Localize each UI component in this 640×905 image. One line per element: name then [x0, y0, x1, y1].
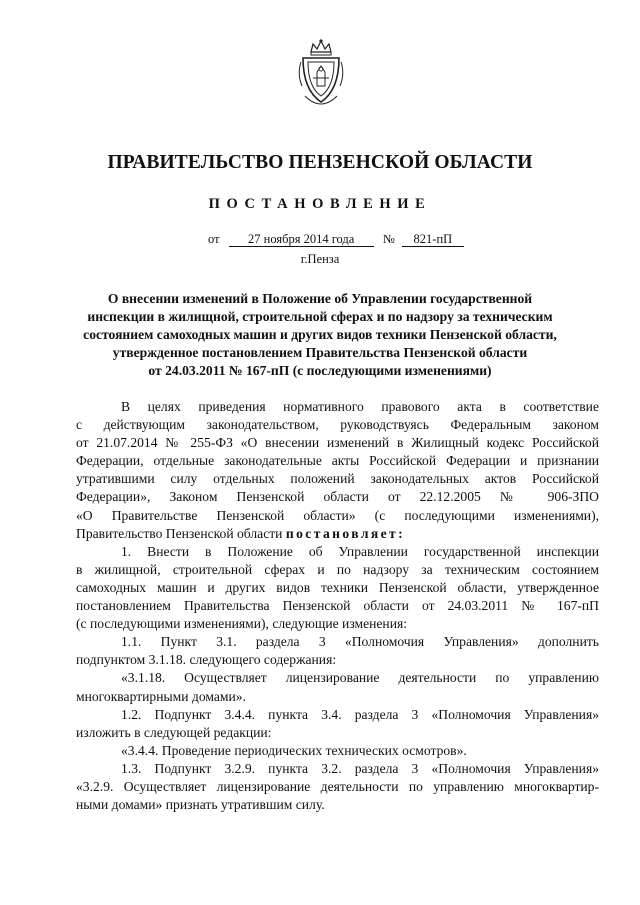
quote-3-4-4	[76, 742, 599, 760]
resolves-prefix: Правительство Пензенской области	[76, 525, 286, 541]
resolves-word: постановляет:	[285, 525, 406, 541]
subject-line: утвержденное постановлением Правительства Пензенской области	[112, 345, 528, 360]
text-line: Федерации, отдельные законодательные акты Российской Федерации и признании	[76, 453, 599, 469]
text-line: с действующим законодательством, руководствуясь Федеральным законом	[76, 417, 599, 433]
text-line: в жилищной, строительной сферах и по надзору за техническим состоянием	[76, 561, 599, 577]
text-line: «3.4.4. Проведение периодических технических осмотров».	[121, 742, 467, 758]
subject-line: инспекции в жилищной, строительной сферах и по надзору за техническим	[87, 309, 553, 324]
text-line: подпунктом 3.1.18. следующего содержания:	[76, 652, 337, 668]
date-value: 27 ноября 2014 года	[229, 232, 374, 247]
text-line: «3.1.18. Осуществляет лицензирование деятельности по управлению	[121, 670, 599, 686]
subject-line: О внесении изменений в Положение об Управлении государственной	[107, 291, 533, 306]
document-body	[76, 398, 599, 814]
text-line: постановлением Правительства Пензенской области от 24.03.2011 № 167-пП	[76, 598, 599, 614]
text-line: 1. Внести в Положение об Управлении государственной инспекции	[121, 543, 599, 559]
date-prefix: от	[208, 232, 220, 246]
place-of-issue: г.Пенза	[300, 252, 340, 266]
text-line: утратившими силу отдельных положений законодательных актов Российской	[76, 471, 599, 487]
text-line: Федерации», Законом Пензенской области от 22.12.2005 № 906-ЗПО	[76, 489, 599, 505]
text-line: «О Правительстве Пензенской области» (с последующими изменениями),	[76, 507, 599, 523]
subject-line: состоянием самоходных машин и других видов техники Пензенской области,	[83, 327, 557, 342]
text-line: 1.2. Подпункт 3.4.4. пункта 3.4. раздела 3 «Полномочия Управления»	[121, 706, 599, 722]
text-line: В целях приведения нормативного правового акта в соответствие	[121, 399, 599, 414]
text-line: многоквартирными домами».	[76, 688, 246, 704]
text-line: 1.3. Подпункт 3.2.9. пункта 3.2. раздела 3 «Полномочия Управления»	[121, 760, 599, 776]
text-line: 1.1. Пункт 3.1. раздела 3 «Полномочия Управления» дополнить	[121, 634, 599, 650]
organization-title: ПРАВИТЕЛЬСТВО ПЕНЗЕНСКОЙ ОБЛАСТИ	[107, 152, 533, 173]
document-type: ПОСТАНОВЛЕНИЕ	[208, 196, 432, 212]
subject-line: от 24.03.2011 № 167-пП (с последующими изменениями)	[148, 363, 492, 378]
number-prefix: №	[382, 232, 395, 246]
number-value: 821-пП	[402, 232, 464, 247]
date-number-line	[208, 232, 464, 247]
text-line: (с последующими изменениями), следующие изменения:	[76, 616, 408, 632]
item-1-paragraph	[76, 543, 599, 633]
item-1-3-paragraph	[76, 760, 599, 814]
quote-3-1-18	[76, 669, 599, 705]
text-line: самоходных машин и других видов техники Пензенской области, утвержденное	[76, 579, 599, 595]
item-1-1-paragraph	[76, 633, 599, 669]
preamble-paragraph	[76, 398, 599, 543]
resolves-line	[76, 525, 599, 543]
text-line: от 21.07.2014 № 255-ФЗ «О внесении изменений в Жилищный кодекс Российской	[76, 435, 599, 451]
text-line: «3.2.9. Осуществляет лицензирование деятельности по управлению многоквартир-	[76, 778, 599, 794]
document-subject	[78, 290, 562, 380]
text-line: изложить в следующей редакции:	[76, 724, 272, 740]
text-line: ными домами» признать утратившим силу.	[76, 797, 325, 813]
coat-of-arms-emblem	[293, 38, 349, 108]
item-1-2-paragraph	[76, 706, 599, 742]
